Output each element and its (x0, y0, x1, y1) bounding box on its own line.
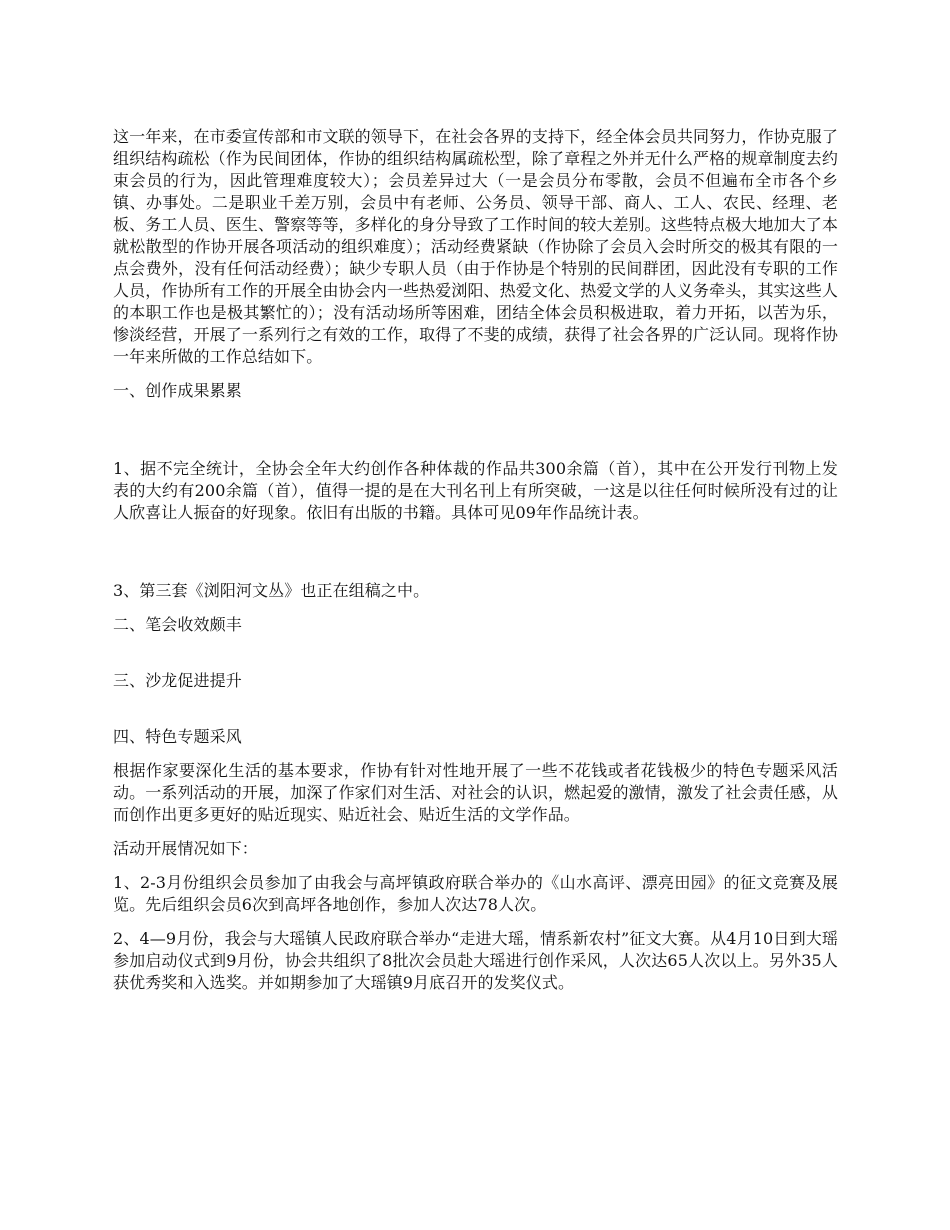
section-heading-field-trips: 四、特色专题采风 (113, 727, 242, 746)
activity-item-1: 1、2-3月份组织会员参加了由我会与高坪镇政府联合举办的《山水高评、漂亮田园》的征文竞赛及展览。先后组织会员6次到高坪各地创作，参加人次达78人次。 (113, 873, 838, 914)
section-heading-salon: 三、沙龙促进提升 (113, 671, 242, 690)
section-heading-creation: 一、创作成果累累 (113, 381, 242, 400)
document-page (113, 126, 838, 994)
field-trips-paragraph: 根据作家要深化生活的基本要求，作协有针对性地开展了一些不花钱或者花钱极少的特色专题采风活动。一系列活动的开展，加深了作家们对生活、对社会的认识，燃起爱的激情，激发了社会责任感，从而创作出更多更好的贴近现实、贴近社会、贴近生活的文学作品。 (113, 761, 838, 824)
intro-paragraph: 这一年来，在市委宣传部和市文联的领导下，在社会各界的支持下，经全体会员共同努力，作协克服了组织结构疏松（作为民间团体，作协的组织结构属疏松型，除了章程之外并无什么严格的规章制度去约束会员的行为，因此管理难度较大）；会员差异过大（一是会员分布零散，会员不但遍布全市各个乡镇、办事处。二是职业千差万别，会员中有老师、公务员、领导干部、商人、工人、农民、经理、老板、务工人员、医生、警察等等，多样化的身分导致了工作时间的较大差别。这些特点极大地加大了本就松散型的作协开展各项活动的组织难度）；活动经费紧缺（作协除了会员入会时所交的极其有限的一点会费外，没有任何活动经费）；缺少专职人员（由于作协是个特别的民间群团，因此没有专职的工作人员，作协所有工作的开展全由协会内一些热爱浏阳、热爱文化、热爱文学的人义务牵头，其实这些人的本职工作也是极其繁忙的）；没有活动场所等困难，团结全体会员积极进取，着力开拓，以苦为乐，惨淡经营，开展了一系列行之有效的工作，取得了不斐的成绩，获得了社会各界的广泛认同。现将作协一年来所做的工作总结如下。 (113, 127, 838, 366)
section-heading-writing-meetings: 二、笔会收效颇丰 (113, 615, 242, 634)
creation-item-3: 3、第三套《浏阳河文丛》也正在组稿之中。 (113, 581, 430, 600)
activities-intro: 活动开展情况如下： (113, 839, 258, 858)
activity-item-2: 2、4—9月份，我会与大瑶镇人民政府联合举办“走进大瑶，情系新农村”征文大赛。从4月10日到大瑶参加启动仪式到9月份，协会共组织了8批次会员赴大瑶进行创作采风，人次达65人次以上。另外35人获优秀奖和入选奖。并如期参加了大瑶镇9月底召开的发奖仪式。 (113, 929, 838, 992)
creation-item-1: 1、据不完全统计，全协会全年大约创作各种体裁的作品共300余篇（首），其中在公开发行刊物上发表的大约有200余篇（首），值得一提的是在大刊名刊上有所突破，一这是以往任何时候所没有过的让人欣喜让人振奋的好现象。依旧有出版的书籍。具体可见09年作品统计表。 (113, 459, 838, 522)
